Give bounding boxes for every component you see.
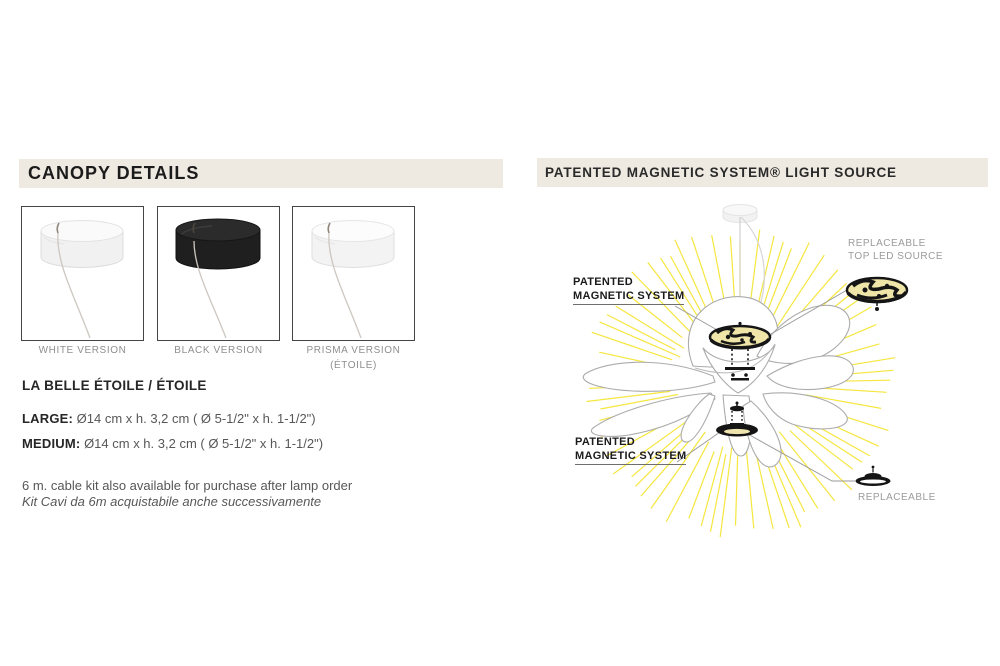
canopy-box-white	[21, 206, 144, 341]
prisma-version-label: PRISMA VERSION	[306, 345, 401, 356]
white-version-label: WHITE VERSION	[38, 345, 127, 356]
size-row-large	[22, 411, 316, 426]
magnetic-upper-line1: PATENTED	[573, 276, 634, 288]
patented-magnetic-system-lower-label	[575, 436, 686, 465]
size-large-label: LARGE:	[22, 411, 74, 426]
patented-magnetic-system-upper-label	[573, 276, 684, 305]
size-medium-dims: Ø14 cm x h. 3,2 cm ( Ø 5-1/2" x h. 1-1/2")	[80, 436, 324, 451]
cable-kit-note-it: Kit Cavi da 6m acquistabile anche successivamente	[22, 494, 322, 509]
black-canopy-image	[158, 207, 278, 338]
replaceable-top-led-label	[848, 237, 943, 263]
canopy-details-header-bar	[19, 159, 503, 188]
canopy-box-prisma	[292, 206, 415, 341]
lamp-illustration	[535, 190, 995, 550]
size-large-dims: Ø14 cm x h. 3,2 cm ( Ø 5-1/2" x h. 1-1/2")	[73, 411, 316, 426]
black-version-label: BLACK VERSION	[174, 345, 263, 356]
replaceable-top-line2: TOP LED SOURCE	[848, 251, 943, 262]
size-row-medium	[22, 436, 323, 451]
canopy-box-black	[157, 206, 280, 341]
magnetic-upper-line2: MAGNETIC SYSTEM	[573, 289, 685, 302]
replaceable-top-line1: REPLACEABLE	[848, 238, 926, 249]
magnetic-lower-line1: PATENTED	[575, 436, 636, 448]
cable-kit-note-en: 6 m. cable kit also available for purchase after lamp order	[22, 478, 353, 493]
replaceable-disc	[856, 466, 891, 486]
magnetic-lower-line2: MAGNETIC SYSTEM	[575, 449, 687, 462]
size-medium-label: MEDIUM:	[22, 436, 81, 451]
magnetic-system-title: PATENTED MAGNETIC SYSTEM® LIGHT SOURCE	[545, 165, 897, 180]
prisma-version-sublabel: (ÉTOILE)	[330, 360, 377, 371]
white-canopy-image	[22, 207, 142, 338]
prisma-canopy-image	[293, 207, 413, 338]
magnetic-system-header-bar	[537, 158, 988, 187]
replaceable-bottom-label: REPLACEABLE	[858, 492, 936, 503]
top-led-disc	[847, 278, 907, 311]
canopy-details-title: CANOPY DETAILS	[28, 163, 200, 183]
product-title: LA BELLE ÉTOILE / ÉTOILE	[22, 378, 207, 393]
